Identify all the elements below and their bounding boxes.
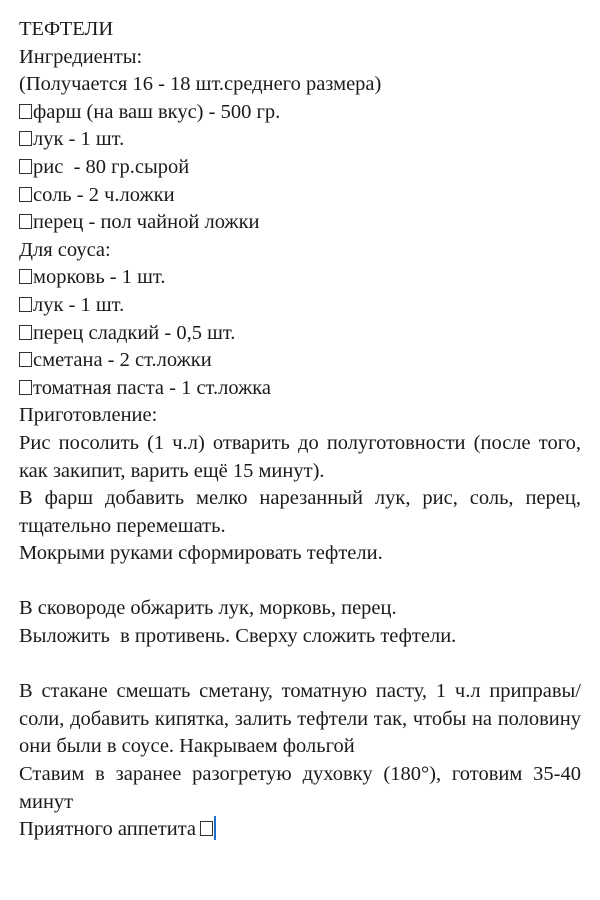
step-paragraph: Мокрыми руками сформировать тефтели.	[19, 542, 383, 565]
blank-line	[19, 568, 581, 596]
ingredient-label: перец - пол чайной ложки	[33, 211, 260, 234]
sauce-ingredient-item	[19, 347, 581, 375]
step-paragraph: В стакане смешать сметану, томатную пасту, 1 ч.л приправы/соли, добавить кипятка, залить тефтели так, чтобы на половину они были в соусе. Накрываем фольгой	[19, 680, 587, 758]
ingredient-label: морковь - 1 шт.	[33, 266, 166, 289]
text-cursor	[214, 816, 216, 840]
ingredient-label: лук - 1 шт.	[33, 293, 125, 316]
ingredient-label: соль - 2 ч.ложки	[33, 183, 175, 206]
ingredient-item	[19, 182, 581, 210]
ingredient-label: перец сладкий - 0,5 шт.	[33, 321, 236, 344]
step-paragraph: В фарш добавить мелко нарезанный лук, рис, соль, перец, тщательно перемешать.	[19, 487, 587, 537]
checkbox-glyph-icon	[19, 352, 32, 367]
sauce-ingredient-item	[19, 292, 581, 320]
ingredient-item	[19, 209, 581, 237]
checkbox-glyph-icon	[19, 214, 32, 229]
ingredient-label: рис - 80 гр.сырой	[33, 155, 190, 178]
checkbox-glyph-icon	[19, 269, 32, 284]
ingredient-item	[19, 126, 581, 154]
checkbox-glyph-icon	[19, 131, 32, 146]
step-paragraph: Ставим в заранее разогретую духовку (180°), готовим 35-40 минут	[19, 763, 587, 813]
blank-line	[19, 651, 581, 679]
checkbox-glyph-icon	[19, 380, 32, 395]
step-paragraph: В сковороде обжарить лук, морковь, перец.	[19, 597, 397, 620]
checkbox-glyph-icon	[19, 325, 32, 340]
checkbox-glyph-icon	[19, 104, 32, 119]
closing-line	[19, 816, 581, 844]
recipe-title: ТЕФТЕЛИ	[19, 18, 114, 40]
preparation-heading: Приготовление:	[19, 404, 158, 427]
sauce-ingredient-item	[19, 264, 581, 292]
checkbox-glyph-icon	[19, 187, 32, 202]
ingredient-label: лук - 1 шт.	[33, 128, 125, 151]
ingredient-label: сметана - 2 ст.ложки	[33, 349, 212, 372]
step-paragraph: Рис посолить (1 ч.л) отварить до полуготовности (после того, как закипит, варить ещё 15 минут).	[19, 431, 587, 482]
ingredients-heading: Ингредиенты:	[19, 45, 143, 68]
step-paragraph: Выложить в противень. Сверху сложить тефтели.	[19, 625, 457, 648]
yield-note: (Получается 16 - 18 шт.среднего размера)	[19, 73, 382, 96]
checkbox-glyph-icon	[19, 159, 32, 174]
emoji-placeholder-icon	[200, 821, 213, 836]
sauce-ingredient-item	[19, 375, 581, 403]
document-body[interactable]	[19, 16, 587, 844]
checkbox-glyph-icon	[19, 297, 32, 312]
closing-text: Приятного аппетита	[19, 818, 197, 841]
ingredient-item	[19, 154, 581, 182]
sauce-ingredient-item	[19, 320, 581, 348]
ingredient-item	[19, 99, 581, 127]
sauce-heading: Для соуса:	[19, 238, 111, 261]
ingredient-label: фарш (на ваш вкус) - 500 гр.	[33, 100, 281, 123]
ingredient-label: томатная паста - 1 ст.ложка	[33, 376, 271, 399]
